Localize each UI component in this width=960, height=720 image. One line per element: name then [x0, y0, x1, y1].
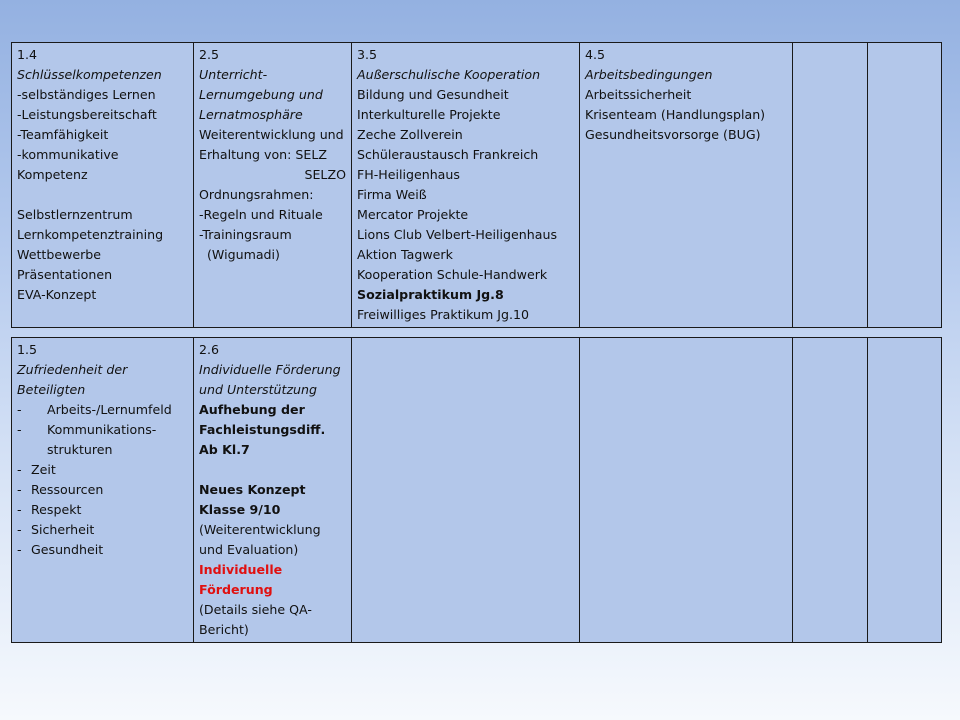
- list-item: Gesundheitsvorsorge (BUG): [585, 127, 761, 142]
- section-number: 2.5: [199, 47, 220, 62]
- section-title: und Unterstützung: [199, 382, 318, 397]
- section-title: Lernumgebung und: [199, 87, 323, 102]
- empty-cell: [793, 43, 868, 328]
- table-row: [12, 43, 942, 328]
- list-item: FH-Heiligenhaus: [357, 167, 460, 182]
- list-item: Schüleraustausch Frankreich: [357, 147, 539, 162]
- section-title: Schlüsselkompetenzen: [17, 67, 162, 82]
- list-item: (Weiterentwicklung: [199, 522, 321, 537]
- list-item-highlight: Förderung: [199, 582, 273, 597]
- section-number: 4.5: [585, 47, 606, 62]
- list-item: Lernkompetenztraining: [17, 227, 164, 242]
- cell-1-4: [12, 43, 194, 328]
- cell-2-6: [194, 338, 352, 643]
- empty-cell: [868, 43, 942, 328]
- list-item: Kooperation Schule-Handwerk: [357, 267, 548, 282]
- list-item: -selbständiges Lernen: [17, 87, 156, 102]
- list-item: strukturen: [47, 442, 113, 457]
- section-number: 1.5: [17, 342, 38, 357]
- list-item: Ab Kl.7: [199, 442, 250, 457]
- list-item: Bildung und Gesundheit: [357, 87, 509, 102]
- list-item: EVA-Konzept: [17, 287, 97, 302]
- list-item: - Arbeits-/Lernumfeld: [17, 402, 172, 417]
- list-item: Arbeitssicherheit: [585, 87, 692, 102]
- quality-table-top: [11, 42, 942, 328]
- spacer: [17, 185, 188, 205]
- list-item: Lions Club Velbert-Heiligenhaus: [357, 227, 558, 242]
- list-item: Aktion Tagwerk: [357, 247, 453, 262]
- list-item: Aufhebung der: [199, 402, 305, 417]
- section-title: Lernatmosphäre: [199, 107, 303, 122]
- list-item: Klasse 9/10: [199, 502, 281, 517]
- list-item: Erhaltung von: SELZ: [199, 147, 327, 162]
- section-title: Individuelle Förderung: [199, 362, 341, 377]
- section-title: Unterricht-: [199, 67, 268, 82]
- list-item: (Wigumadi): [207, 247, 280, 262]
- section-title: Zufriedenheit der: [17, 362, 128, 377]
- list-item: -kommunikative: [17, 147, 119, 162]
- empty-cell: [580, 338, 793, 643]
- list-item: SELZO: [304, 167, 346, 182]
- list-item: Mercator Projekte: [357, 207, 469, 222]
- list-item: Selbstlernzentrum: [17, 207, 133, 222]
- list-item: Bericht): [199, 622, 249, 637]
- list-item: - Respekt: [17, 502, 82, 517]
- cell-2-5: [194, 43, 352, 328]
- list-item: Interkulturelle Projekte: [357, 107, 501, 122]
- section-number: 3.5: [357, 47, 378, 62]
- list-item: - Ressourcen: [17, 482, 104, 497]
- list-item: - Kommunikations-: [17, 422, 157, 437]
- list-item: -Teamfähigkeit: [17, 127, 109, 142]
- list-item: Krisenteam (Handlungsplan): [585, 107, 766, 122]
- section-number: 1.4: [17, 47, 38, 62]
- list-item: Fachleistungsdiff.: [199, 422, 326, 437]
- spacer: [199, 460, 346, 480]
- list-item: -Leistungsbereitschaft: [17, 107, 157, 122]
- list-item: Weiterentwicklung und: [199, 127, 344, 142]
- quality-table-bottom: [11, 337, 942, 643]
- list-item: Firma Weiß: [357, 187, 427, 202]
- section-number: 2.6: [199, 342, 220, 357]
- list-item: - Zeit: [17, 462, 56, 477]
- cell-4-5: [580, 43, 793, 328]
- list-item: Freiwilliges Praktikum Jg.10: [357, 307, 529, 322]
- empty-cell: [793, 338, 868, 643]
- list-item: -Regeln und Rituale: [199, 207, 323, 222]
- list-item: (Details siehe QA-: [199, 602, 312, 617]
- empty-cell: [352, 338, 580, 643]
- list-item: Präsentationen: [17, 267, 113, 282]
- section-title: Arbeitsbedingungen: [585, 67, 713, 82]
- list-item: - Gesundheit: [17, 542, 104, 557]
- empty-cell: [868, 338, 942, 643]
- list-item: Ordnungsrahmen:: [199, 187, 314, 202]
- section-title: Beteiligten: [17, 382, 86, 397]
- list-item: Neues Konzept: [199, 482, 306, 497]
- cell-1-5: [12, 338, 194, 643]
- list-item: - Sicherheit: [17, 522, 95, 537]
- list-item: Wettbewerbe: [17, 247, 102, 262]
- list-item: -Trainingsraum: [199, 227, 292, 242]
- list-item: Kompetenz: [17, 167, 88, 182]
- list-item: und Evaluation): [199, 542, 299, 557]
- list-item-highlight: Individuelle: [199, 562, 283, 577]
- list-item: Zeche Zollverein: [357, 127, 463, 142]
- section-title: Außerschulische Kooperation: [357, 67, 541, 82]
- list-item: Sozialpraktikum Jg.8: [357, 287, 504, 302]
- cell-3-5: [352, 43, 580, 328]
- table-row: [12, 338, 942, 643]
